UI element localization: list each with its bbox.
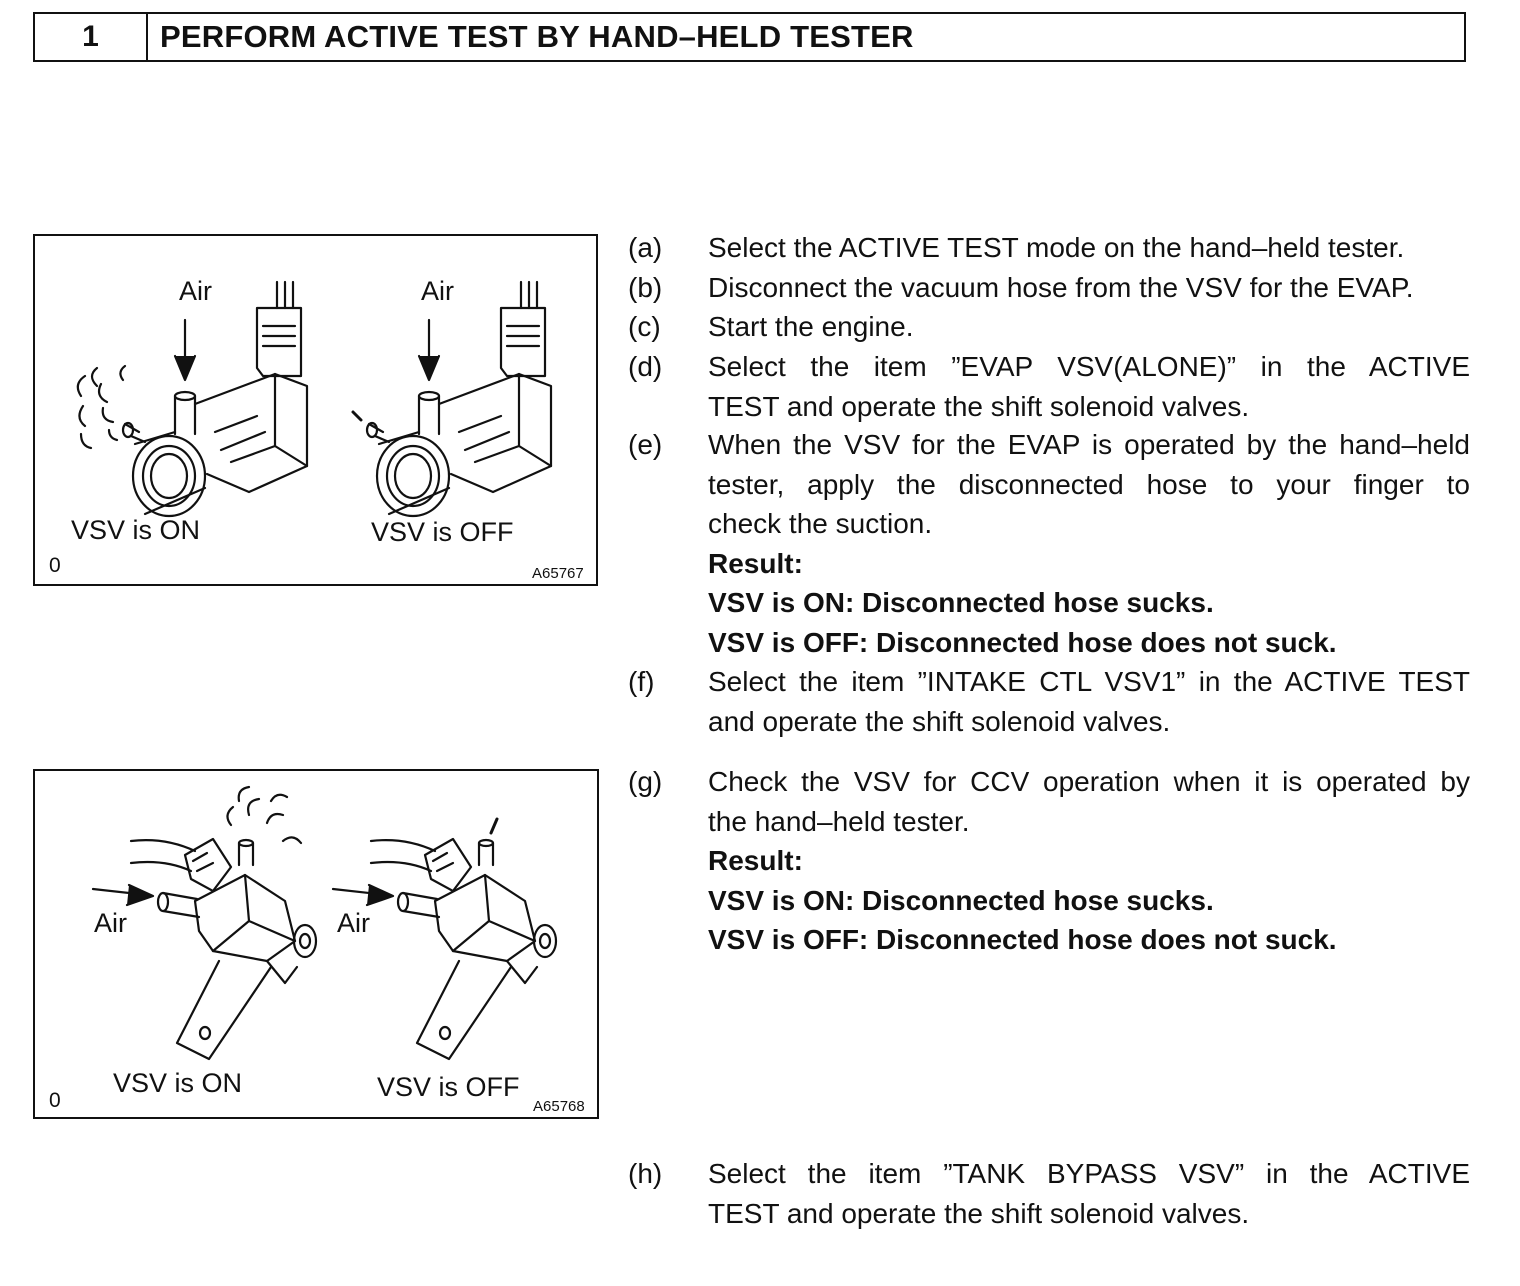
step-text: Select the item ”EVAP VSV(ALONE)” in the ACTIVE (708, 351, 1470, 382)
step-b (628, 268, 1470, 308)
step-text: Select the item ”TANK BYPASS VSV” in the ACTIVE (708, 1158, 1470, 1189)
step-letter: (h) (628, 1158, 663, 1189)
step-d (628, 347, 1470, 426)
step-text: Select the item ”INTAKE CTL VSV1” in the ACTIVE TEST (708, 666, 1470, 697)
step-letter: (g) (628, 766, 663, 797)
step-letter: (a) (628, 232, 663, 263)
step-c (628, 307, 1470, 347)
section-number: 1 (35, 14, 148, 60)
step-h (628, 1154, 1470, 1233)
figure-ccv-vsv (33, 769, 599, 1119)
result-on: VSV is ON: Disconnected hose sucks. (708, 884, 1214, 916)
step-text: Select the ACTIVE TEST mode on the hand–held tester. (708, 232, 1405, 263)
result-label: Result: (708, 547, 803, 579)
air-label: Air (94, 908, 127, 938)
figure-code: A65767 (532, 565, 584, 582)
step-letter: (e) (628, 429, 663, 460)
figure-corner-mark: 0 (49, 1089, 61, 1112)
step-text: Check the VSV for CCV operation when it is operated by (708, 766, 1470, 797)
result-off: VSV is OFF: Disconnected hose does not suck. (708, 924, 1337, 955)
vsv-off-drawing (353, 282, 551, 516)
step-text: When the VSV for the EVAP is operated by the hand–held (708, 429, 1470, 460)
step-text: TEST and operate the shift solenoid valves. (708, 1197, 1250, 1229)
vsv-off-label: VSV is OFF (371, 517, 514, 547)
section-header (33, 12, 1466, 62)
step-letter: (b) (628, 272, 663, 303)
vsv-on-label: VSV is ON (71, 515, 201, 545)
vsv-off-label: VSV is OFF (377, 1072, 520, 1102)
vsv-off-drawing (333, 819, 556, 1059)
step-text: Start the engine. (708, 311, 914, 342)
step-text: Disconnect the vacuum hose from the VSV for the EVAP. (708, 272, 1414, 303)
air-label: Air (337, 908, 370, 938)
step-letter: (c) (628, 311, 661, 342)
result-on: VSV is ON: Disconnected hose sucks. (708, 587, 1214, 618)
air-label: Air (179, 276, 212, 306)
figure-corner-mark: 0 (49, 554, 61, 577)
section-title: PERFORM ACTIVE TEST BY HAND–HELD TESTER (160, 19, 914, 54)
step-letter: (d) (628, 351, 663, 382)
step-a (628, 228, 1470, 268)
step-text: tester, apply the disconnected hose to your finger to (708, 468, 1470, 500)
air-label: Air (421, 276, 454, 306)
vsv-on-label: VSV is ON (113, 1068, 243, 1098)
result-off: VSV is OFF: Disconnected hose does not suck. (708, 626, 1337, 658)
result-label: Result: (708, 845, 803, 876)
step-letter: (f) (628, 666, 655, 697)
step-f (628, 662, 1470, 741)
vsv-on-drawing (78, 282, 307, 516)
figure-code: A65768 (533, 1098, 585, 1115)
step-g (628, 762, 1470, 960)
figure-evap-vsv (33, 234, 598, 586)
step-e (628, 425, 1470, 662)
step-text: TEST and operate the shift solenoid valves. (708, 390, 1250, 422)
step-text: and operate the shift solenoid valves. (708, 705, 1171, 737)
step-text: check the suction. (708, 508, 933, 539)
step-text: the hand–held tester. (708, 805, 970, 837)
ccv-vsv-illustration (35, 771, 597, 1117)
